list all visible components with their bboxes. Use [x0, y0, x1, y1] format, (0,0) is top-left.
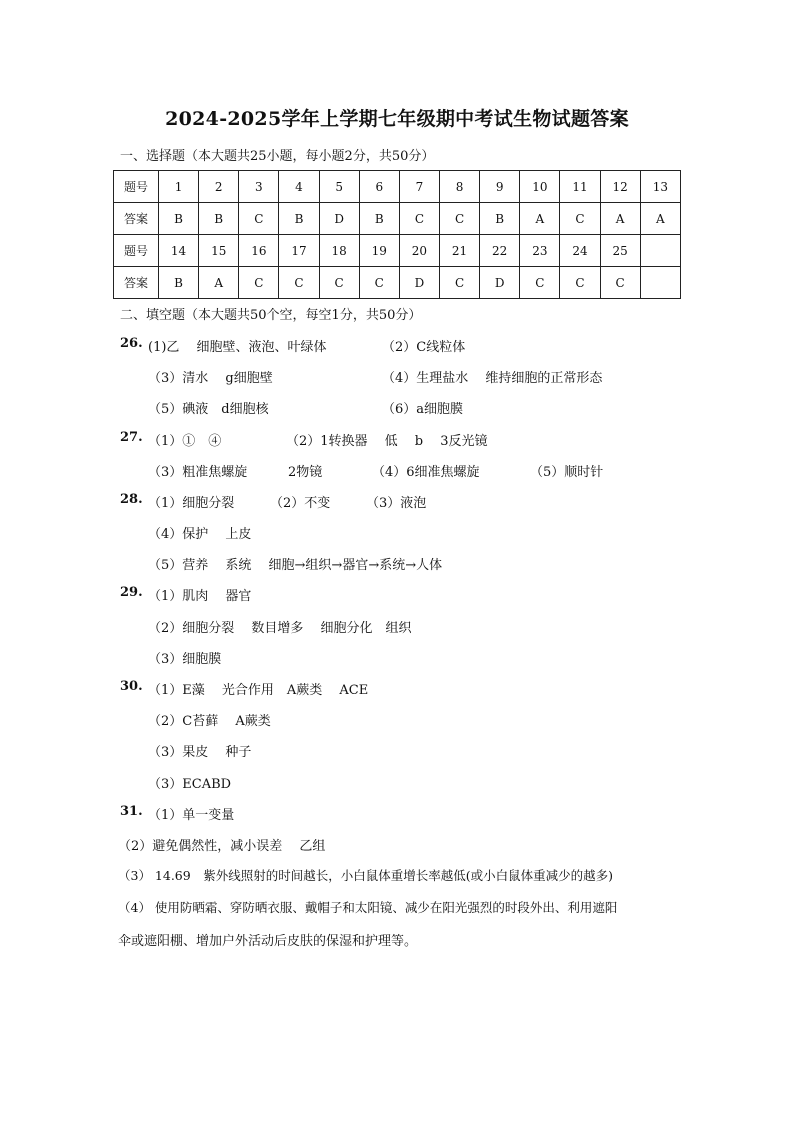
table-cell: C — [319, 267, 359, 299]
q31-answer-4-cont: 伞或遮阳棚、增加户外活动后皮肤的保湿和护理等。 — [118, 934, 418, 949]
table-cell: B — [159, 203, 199, 235]
table-cell: A — [520, 203, 560, 235]
table-cell: C — [279, 267, 319, 299]
table-cell: 答案 — [114, 203, 159, 235]
table-cell: C — [439, 203, 479, 235]
section-choice-heading: 一、选择题（本大题共25小题，每小题2分，共50分） — [120, 149, 435, 164]
table-cell: B — [359, 203, 399, 235]
answer-table — [113, 170, 681, 299]
table-cell: 23 — [520, 235, 560, 267]
table-cell: 11 — [560, 171, 600, 203]
question-26-number: 26. — [120, 336, 143, 351]
q27-answer-1: （1）① ④ — [148, 434, 222, 449]
table-cell: 20 — [399, 235, 439, 267]
table-cell: C — [239, 267, 279, 299]
q28-answer-1: （1）细胞分裂 — [148, 496, 235, 511]
table-cell: 5 — [319, 171, 359, 203]
table-cell: 13 — [640, 171, 680, 203]
q26-answer-3: （3）清水 g细胞壁 — [148, 371, 273, 386]
table-cell: 8 — [439, 171, 479, 203]
q31-answer-2: （2）避免偶然性，减小误差 乙组 — [118, 839, 326, 854]
table-cell: C — [600, 267, 640, 299]
q27-answer-5: （5）顺时针 — [530, 465, 604, 480]
table-cell: A — [640, 203, 680, 235]
q26-answer-4: （4）生理盐水 维持细胞的正常形态 — [382, 371, 603, 386]
q30-answer-2: （2）C苔藓 A蕨类 — [148, 714, 271, 729]
table-cell: C — [239, 203, 279, 235]
table-cell: 22 — [480, 235, 520, 267]
question-31-number: 31. — [120, 804, 143, 819]
q27-answer-4: （4）6细准焦螺旋 — [372, 465, 480, 480]
table-cell: D — [319, 203, 359, 235]
table-cell: 24 — [560, 235, 600, 267]
table-cell: 3 — [239, 171, 279, 203]
section-fill-heading: 二、填空题（本大题共50个空，每空1分，共50分） — [120, 308, 422, 323]
q26-answer-5: （5）碘液 d细胞核 — [148, 402, 269, 417]
table-cell: 答案 — [114, 267, 159, 299]
q31-answer-1: （1）单一变量 — [148, 808, 235, 823]
table-row — [114, 235, 681, 267]
q28-answer-2: （2）不变 — [270, 496, 331, 511]
table-cell: 16 — [239, 235, 279, 267]
table-cell: 19 — [359, 235, 399, 267]
q29-answer-2: （2）细胞分裂 数目增多 细胞分化 组织 — [148, 621, 412, 636]
table-cell: C — [399, 203, 439, 235]
table-cell: 21 — [439, 235, 479, 267]
q27-answer-2: （2）1转换器 低 b 3反光镜 — [286, 434, 488, 449]
table-cell: 12 — [600, 171, 640, 203]
q30-answer-1: （1）E藻 光合作用 A蕨类 ACE — [148, 683, 369, 698]
table-cell: 10 — [520, 171, 560, 203]
table-cell: C — [560, 203, 600, 235]
question-29-number: 29. — [120, 585, 143, 600]
table-cell: D — [480, 267, 520, 299]
table-cell: 18 — [319, 235, 359, 267]
q31-answer-3: （3） 14.69 紫外线照射的时间越长，小白鼠体重增长率越低(或小白鼠体重减少的越多) — [118, 868, 613, 883]
table-cell: 7 — [399, 171, 439, 203]
q31-answer-4: （4） 使用防晒霜、穿防晒衣服、戴帽子和太阳镜、减少在阳光强烈的时段外出、利用遮阳 — [118, 900, 618, 915]
table-cell: 6 — [359, 171, 399, 203]
q29-answer-1: （1）肌肉 器官 — [148, 589, 252, 604]
table-cell: A — [600, 203, 640, 235]
q26-answer-6: （6）a细胞膜 — [382, 402, 464, 417]
page-title: 2024-2025学年上学期七年级期中考试生物试题答案 — [165, 108, 629, 130]
table-cell: 25 — [600, 235, 640, 267]
table-cell: A — [199, 267, 239, 299]
table-cell: C — [439, 267, 479, 299]
table-cell: 15 — [199, 235, 239, 267]
table-cell: 2 — [199, 171, 239, 203]
table-row — [114, 171, 681, 203]
q28-answer-3: （3）液泡 — [366, 496, 427, 511]
question-30-number: 30. — [120, 679, 143, 694]
q30-answer-3: （3）果皮 种子 — [148, 745, 252, 760]
table-cell: 题号 — [114, 235, 159, 267]
table-cell: 题号 — [114, 171, 159, 203]
table-cell: 9 — [480, 171, 520, 203]
table-cell: 17 — [279, 235, 319, 267]
q27-answer-3: （3）粗准焦螺旋 — [148, 465, 248, 480]
table-cell: C — [359, 267, 399, 299]
table-cell: B — [159, 267, 199, 299]
table-row — [114, 267, 681, 299]
q26-answer-2: （2）C线粒体 — [382, 340, 466, 355]
q27-answer-3b: 2物镜 — [288, 465, 323, 480]
table-cell: 1 — [159, 171, 199, 203]
table-cell: D — [399, 267, 439, 299]
q28-answer-4: （4）保护 上皮 — [148, 527, 252, 542]
table-cell: B — [279, 203, 319, 235]
q30-answer-4: （3）ECABD — [148, 777, 232, 792]
table-cell: C — [560, 267, 600, 299]
table-cell — [640, 267, 680, 299]
table-row — [114, 203, 681, 235]
table-cell — [640, 235, 680, 267]
question-27-number: 27. — [120, 430, 143, 445]
table-cell: 4 — [279, 171, 319, 203]
table-cell: C — [520, 267, 560, 299]
table-cell: B — [480, 203, 520, 235]
q26-answer-1: (1)乙 细胞壁、液泡、叶绿体 — [148, 340, 327, 355]
table-cell: B — [199, 203, 239, 235]
question-28-number: 28. — [120, 492, 143, 507]
q29-answer-3: （3）细胞膜 — [148, 652, 222, 667]
table-cell: 14 — [159, 235, 199, 267]
q28-answer-5: （5）营养 系统 细胞→组织→器官→系统→人体 — [148, 558, 443, 573]
